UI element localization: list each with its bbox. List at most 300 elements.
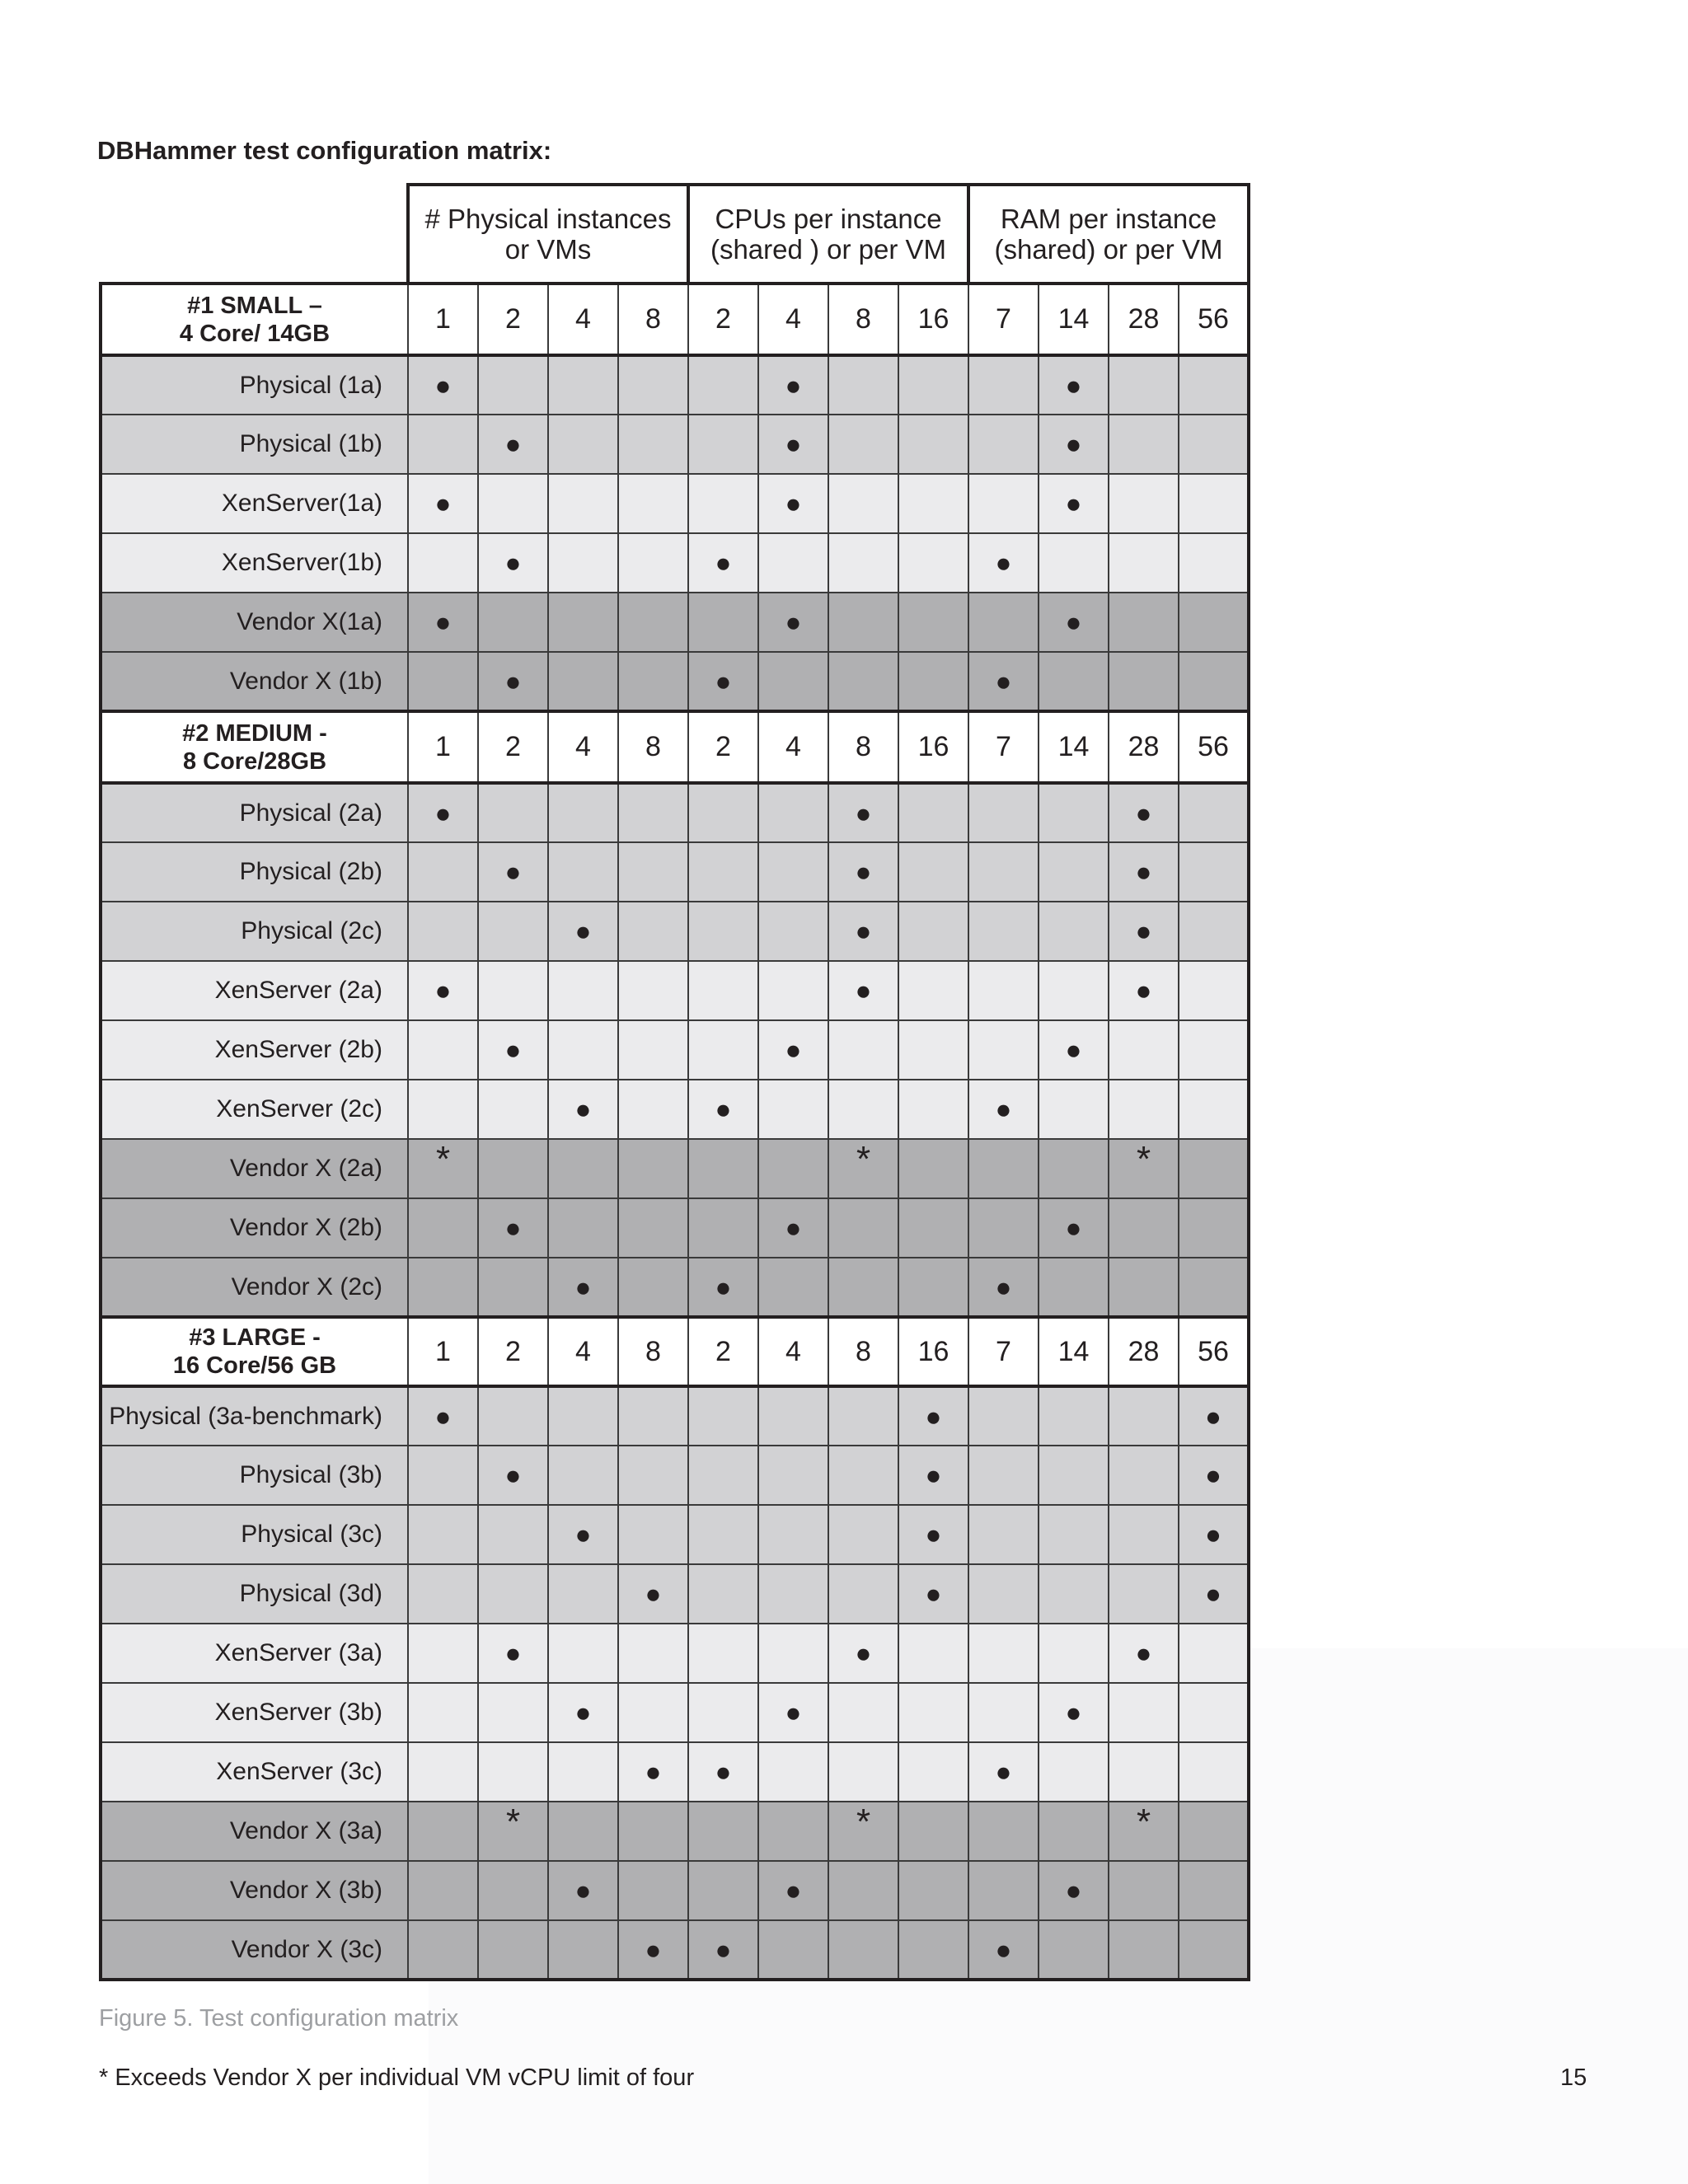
row-label: XenServer(1a) [101, 474, 408, 533]
matrix-cell [1109, 1446, 1179, 1505]
matrix-cell [968, 842, 1039, 902]
matrix-cell [618, 533, 688, 593]
matrix-cell [898, 1802, 968, 1861]
matrix-cell [1039, 1920, 1109, 1980]
matrix-cell [1179, 415, 1249, 474]
matrix-cell [548, 1386, 618, 1446]
sub-column-header: 8 [828, 1317, 898, 1386]
header-corner [101, 185, 408, 284]
matrix-cell [408, 1802, 478, 1861]
matrix-cell [828, 1920, 898, 1980]
row-label: Physical (2b) [101, 842, 408, 902]
matrix-cell [758, 1080, 828, 1139]
matrix-cell [618, 1020, 688, 1080]
table-row [101, 1139, 1249, 1198]
matrix-cell [1179, 533, 1249, 593]
matrix-cell [898, 1020, 968, 1080]
table-row [101, 1564, 1249, 1624]
table-row [101, 1920, 1249, 1980]
asterisk-marker: * [828, 1802, 898, 1861]
table-row [101, 842, 1249, 902]
matrix-cell [898, 1624, 968, 1683]
table-row [101, 1624, 1249, 1683]
column-group-cpus-line1: CPUs per instance [715, 204, 942, 234]
matrix-cell [1179, 1742, 1249, 1802]
selected-bullet: ● [408, 474, 478, 533]
sub-column-header: 14 [1039, 711, 1109, 783]
matrix-cell [828, 533, 898, 593]
matrix-cell [618, 1080, 688, 1139]
matrix-cell [618, 1802, 688, 1861]
selected-bullet: ● [478, 1198, 548, 1258]
sub-column-header: 8 [618, 711, 688, 783]
matrix-cell [618, 842, 688, 902]
sub-column-header: 4 [548, 711, 618, 783]
matrix-cell [828, 1505, 898, 1564]
matrix-cell [968, 961, 1039, 1020]
sub-column-header: 4 [758, 711, 828, 783]
matrix-cell [828, 1198, 898, 1258]
sub-column-header: 2 [478, 284, 548, 355]
matrix-cell [828, 1861, 898, 1920]
asterisk-marker: * [1109, 1802, 1179, 1861]
sub-column-header: 14 [1039, 1317, 1109, 1386]
table-row [101, 1742, 1249, 1802]
matrix-cell [1179, 1861, 1249, 1920]
row-label: Physical (2c) [101, 902, 408, 961]
column-group-ram [968, 185, 1249, 284]
matrix-cell [408, 1564, 478, 1624]
selected-bullet: ● [898, 1505, 968, 1564]
selected-bullet: ● [968, 652, 1039, 711]
matrix-cell [898, 1198, 968, 1258]
matrix-cell [478, 783, 548, 842]
matrix-cell [1109, 415, 1179, 474]
sub-column-header: 4 [758, 284, 828, 355]
selected-bullet: ● [758, 1683, 828, 1742]
matrix-cell [1039, 1446, 1109, 1505]
selected-bullet: ● [828, 783, 898, 842]
matrix-cell [548, 355, 618, 415]
sub-column-header: 1 [408, 284, 478, 355]
matrix-cell [688, 783, 758, 842]
matrix-cell [548, 1624, 618, 1683]
matrix-cell [758, 1258, 828, 1317]
matrix-cell [408, 1861, 478, 1920]
selected-bullet: ● [548, 1683, 618, 1742]
matrix-cell [688, 1020, 758, 1080]
asterisk-marker: * [408, 1139, 478, 1198]
matrix-cell [898, 1742, 968, 1802]
matrix-cell [618, 783, 688, 842]
matrix-cell [758, 1920, 828, 1980]
matrix-cell [1179, 1139, 1249, 1198]
section-title-line2: 4 Core/ 14GB [179, 320, 331, 347]
selected-bullet: ● [1039, 1198, 1109, 1258]
selected-bullet: ● [758, 1020, 828, 1080]
matrix-cell [1179, 783, 1249, 842]
matrix-cell [968, 415, 1039, 474]
matrix-cell [968, 355, 1039, 415]
matrix-cell [1109, 593, 1179, 652]
row-label: XenServer (2b) [101, 1020, 408, 1080]
row-label: Physical (2a) [101, 783, 408, 842]
selected-bullet: ● [968, 1742, 1039, 1802]
matrix-cell [898, 1080, 968, 1139]
selected-bullet: ● [548, 1861, 618, 1920]
matrix-cell [478, 1742, 548, 1802]
matrix-cell [758, 1624, 828, 1683]
table-row [101, 355, 1249, 415]
sub-column-header: 4 [548, 284, 618, 355]
matrix-cell [408, 1683, 478, 1742]
matrix-cell [828, 1080, 898, 1139]
matrix-cell [408, 1624, 478, 1683]
matrix-cell [548, 1920, 618, 1980]
matrix-cell [968, 1683, 1039, 1742]
sub-column-header: 7 [968, 1317, 1039, 1386]
table-row [101, 1198, 1249, 1258]
sub-column-header: 2 [688, 284, 758, 355]
selected-bullet: ● [1109, 902, 1179, 961]
row-label: Vendor X (2c) [101, 1258, 408, 1317]
matrix-cell [618, 474, 688, 533]
matrix-cell [898, 355, 968, 415]
row-label: XenServer (2a) [101, 961, 408, 1020]
matrix-cell [828, 1446, 898, 1505]
selected-bullet: ● [1039, 593, 1109, 652]
matrix-cell [688, 842, 758, 902]
matrix-cell [898, 783, 968, 842]
matrix-cell [618, 593, 688, 652]
sub-column-header: 2 [688, 711, 758, 783]
selected-bullet: ● [1109, 1624, 1179, 1683]
selected-bullet: ● [408, 355, 478, 415]
matrix-cell [828, 1742, 898, 1802]
matrix-cell [548, 415, 618, 474]
matrix-cell [758, 902, 828, 961]
selected-bullet: ● [758, 415, 828, 474]
matrix-cell [898, 533, 968, 593]
sub-column-header: 7 [968, 284, 1039, 355]
selected-bullet: ● [688, 652, 758, 711]
matrix-cell [758, 783, 828, 842]
selected-bullet: ● [478, 415, 548, 474]
table-row [101, 1258, 1249, 1317]
matrix-cell [1179, 1198, 1249, 1258]
matrix-cell [688, 1564, 758, 1624]
matrix-cell [1179, 1683, 1249, 1742]
matrix-cell [1179, 961, 1249, 1020]
matrix-cell [548, 783, 618, 842]
matrix-cell [478, 593, 548, 652]
matrix-cell [548, 1802, 618, 1861]
matrix-cell [828, 415, 898, 474]
matrix-cell [758, 1446, 828, 1505]
table-row [101, 1505, 1249, 1564]
column-group-cpus [688, 185, 968, 284]
matrix-cell [1109, 1861, 1179, 1920]
matrix-cell [618, 1258, 688, 1317]
matrix-body [101, 185, 1249, 1980]
selected-bullet: ● [898, 1386, 968, 1446]
selected-bullet: ● [478, 1446, 548, 1505]
row-label: XenServer (3b) [101, 1683, 408, 1742]
matrix-cell [1039, 1139, 1109, 1198]
matrix-cell [968, 1624, 1039, 1683]
selected-bullet: ● [758, 474, 828, 533]
row-label: Physical (3a-benchmark) [101, 1386, 408, 1446]
matrix-cell [688, 415, 758, 474]
selected-bullet: ● [478, 842, 548, 902]
selected-bullet: ● [408, 1386, 478, 1446]
selected-bullet: ● [898, 1564, 968, 1624]
matrix-cell [1179, 355, 1249, 415]
selected-bullet: ● [548, 902, 618, 961]
matrix-cell [688, 474, 758, 533]
matrix-cell [1179, 902, 1249, 961]
matrix-cell [688, 1624, 758, 1683]
matrix-cell [828, 1564, 898, 1624]
matrix-cell [408, 1258, 478, 1317]
matrix-cell [408, 902, 478, 961]
matrix-cell [548, 474, 618, 533]
sub-column-header: 8 [828, 711, 898, 783]
selected-bullet: ● [758, 355, 828, 415]
matrix-cell [758, 961, 828, 1020]
matrix-cell [548, 1198, 618, 1258]
table-row [101, 783, 1249, 842]
matrix-cell [478, 1080, 548, 1139]
selected-bullet: ● [898, 1446, 968, 1505]
selected-bullet: ● [478, 1020, 548, 1080]
sub-column-header: 56 [1179, 711, 1249, 783]
matrix-cell [758, 1139, 828, 1198]
selected-bullet: ● [758, 1198, 828, 1258]
matrix-cell [758, 842, 828, 902]
table-row [101, 1446, 1249, 1505]
matrix-cell [548, 652, 618, 711]
matrix-cell [478, 1258, 548, 1317]
matrix-cell [1179, 1920, 1249, 1980]
matrix-cell [968, 1861, 1039, 1920]
column-group-ram-line2: (shared) or per VM [994, 234, 1223, 265]
matrix-cell [408, 652, 478, 711]
footnote: * Exceeds Vendor X per individual VM vCPU limit of four [99, 2064, 695, 2091]
selected-bullet: ● [478, 1624, 548, 1683]
matrix-heading: DBHammer test configuration matrix: [97, 136, 552, 165]
matrix-cell [1039, 1742, 1109, 1802]
asterisk-marker: * [1109, 1139, 1179, 1198]
matrix-cell [1039, 1802, 1109, 1861]
matrix-cell [408, 842, 478, 902]
selected-bullet: ● [688, 1920, 758, 1980]
matrix-cell [1039, 1386, 1109, 1446]
matrix-cell [758, 1386, 828, 1446]
matrix-cell [1039, 533, 1109, 593]
row-label: XenServer (3a) [101, 1624, 408, 1683]
matrix-cell [1039, 1624, 1109, 1683]
matrix-cell [688, 1198, 758, 1258]
row-label: Vendor X (3b) [101, 1861, 408, 1920]
row-label: Physical (1a) [101, 355, 408, 415]
matrix-cell [1109, 1505, 1179, 1564]
matrix-cell [1039, 1505, 1109, 1564]
matrix-cell [478, 1920, 548, 1980]
sub-column-header: 28 [1109, 711, 1179, 783]
row-label: XenServer (2c) [101, 1080, 408, 1139]
section-title-line1: #1 SMALL – [187, 292, 322, 319]
matrix-cell [478, 474, 548, 533]
matrix-cell [478, 1861, 548, 1920]
matrix-cell [688, 355, 758, 415]
matrix-cell [1109, 1258, 1179, 1317]
sub-column-header: 2 [478, 711, 548, 783]
selected-bullet: ● [408, 961, 478, 1020]
matrix-cell [968, 1505, 1039, 1564]
matrix-cell [1179, 593, 1249, 652]
selected-bullet: ● [1039, 1683, 1109, 1742]
matrix-cell [828, 652, 898, 711]
matrix-cell [1179, 1624, 1249, 1683]
matrix-cell [1109, 474, 1179, 533]
selected-bullet: ● [618, 1742, 688, 1802]
matrix-cell [1039, 652, 1109, 711]
matrix-cell [758, 1505, 828, 1564]
matrix-cell [688, 1386, 758, 1446]
selected-bullet: ● [688, 1742, 758, 1802]
selected-bullet: ● [1039, 415, 1109, 474]
matrix-cell [688, 593, 758, 652]
matrix-cell [1109, 533, 1179, 593]
selected-bullet: ● [758, 593, 828, 652]
matrix-cell [548, 533, 618, 593]
page-number: 15 [1560, 2064, 1587, 2091]
matrix-cell [758, 1564, 828, 1624]
selected-bullet: ● [1179, 1564, 1249, 1624]
section-title-line2: 8 Core/28GB [182, 748, 327, 775]
matrix-cell [408, 415, 478, 474]
matrix-cell [1039, 902, 1109, 961]
matrix-cell [548, 842, 618, 902]
matrix-cell [618, 355, 688, 415]
selected-bullet: ● [828, 902, 898, 961]
section-title-line2: 16 Core/56 GB [172, 1352, 337, 1379]
matrix-cell [478, 1564, 548, 1624]
matrix-cell [548, 1446, 618, 1505]
matrix-cell [618, 1139, 688, 1198]
matrix-cell [1039, 961, 1109, 1020]
matrix-cell [618, 1683, 688, 1742]
column-group-cpus-line2: (shared ) or per VM [710, 234, 947, 265]
matrix-cell [1179, 1020, 1249, 1080]
matrix-cell [548, 1139, 618, 1198]
matrix-cell [1109, 1683, 1179, 1742]
table-row [101, 1802, 1249, 1861]
row-label: XenServer (3c) [101, 1742, 408, 1802]
matrix-cell [548, 961, 618, 1020]
matrix-cell [478, 355, 548, 415]
row-label: XenServer(1b) [101, 533, 408, 593]
matrix-cell [408, 1742, 478, 1802]
sub-column-header: 56 [1179, 284, 1249, 355]
matrix-cell [898, 842, 968, 902]
matrix-cell [688, 1139, 758, 1198]
matrix-cell [548, 1020, 618, 1080]
selected-bullet: ● [688, 1258, 758, 1317]
matrix-cell [1039, 1080, 1109, 1139]
matrix-cell [758, 1742, 828, 1802]
row-label: Vendor X (3c) [101, 1920, 408, 1980]
matrix-cell [828, 355, 898, 415]
selected-bullet: ● [968, 1920, 1039, 1980]
asterisk-marker: * [828, 1139, 898, 1198]
table-row [101, 902, 1249, 961]
row-label: Vendor X(1a) [101, 593, 408, 652]
matrix-cell [1179, 652, 1249, 711]
selected-bullet: ● [408, 783, 478, 842]
selected-bullet: ● [828, 842, 898, 902]
selected-bullet: ● [828, 961, 898, 1020]
table-row [101, 415, 1249, 474]
matrix-cell [898, 902, 968, 961]
matrix-cell [968, 593, 1039, 652]
matrix-cell [1109, 1920, 1179, 1980]
matrix-cell [688, 1802, 758, 1861]
matrix-cell [898, 961, 968, 1020]
matrix-cell [618, 1446, 688, 1505]
matrix-cell [548, 1742, 618, 1802]
sub-column-header: 2 [478, 1317, 548, 1386]
selected-bullet: ● [1039, 1861, 1109, 1920]
sub-column-header: 28 [1109, 1317, 1179, 1386]
matrix-cell [478, 902, 548, 961]
matrix-cell [898, 474, 968, 533]
matrix-cell [1109, 1080, 1179, 1139]
matrix-cell [688, 1683, 758, 1742]
section-title [101, 1317, 408, 1386]
row-label: Vendor X (2b) [101, 1198, 408, 1258]
selected-bullet: ● [688, 1080, 758, 1139]
matrix-cell [898, 652, 968, 711]
matrix-cell [758, 652, 828, 711]
matrix-cell [618, 1624, 688, 1683]
matrix-cell [688, 1446, 758, 1505]
row-label: Vendor X (3a) [101, 1802, 408, 1861]
row-label: Physical (3d) [101, 1564, 408, 1624]
selected-bullet: ● [1039, 1020, 1109, 1080]
matrix-cell [688, 1861, 758, 1920]
sub-column-header: 4 [548, 1317, 618, 1386]
table-row [101, 1020, 1249, 1080]
table-row [101, 1386, 1249, 1446]
matrix-cell [968, 1446, 1039, 1505]
selected-bullet: ● [1109, 842, 1179, 902]
selected-bullet: ● [548, 1258, 618, 1317]
matrix-cell [618, 652, 688, 711]
column-group-ram-line1: RAM per instance [1000, 204, 1217, 234]
matrix-cell [478, 1683, 548, 1742]
matrix-cell [898, 1861, 968, 1920]
selected-bullet: ● [968, 533, 1039, 593]
matrix-cell [898, 415, 968, 474]
asterisk-marker: * [478, 1802, 548, 1861]
sub-column-header: 4 [758, 1317, 828, 1386]
matrix-cell [968, 1386, 1039, 1446]
sub-column-header: 2 [688, 1317, 758, 1386]
matrix-cell [898, 593, 968, 652]
matrix-cell [1179, 1802, 1249, 1861]
